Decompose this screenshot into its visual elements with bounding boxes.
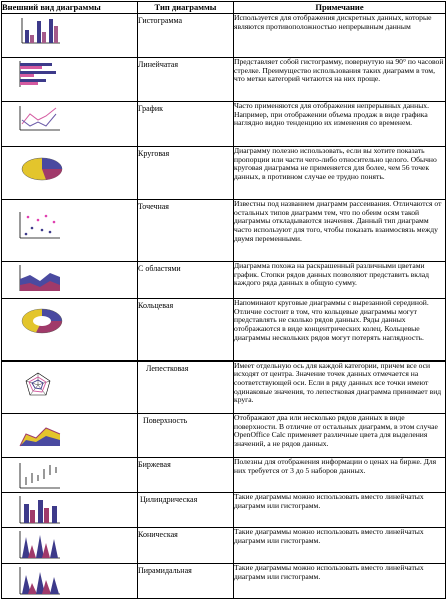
type-label: Кольцевая: [138, 301, 174, 310]
table-row: [2, 299, 446, 361]
header-view: Внешний вид диаграммы: [2, 2, 138, 14]
note-cell: Представляет собой гистограмму, повернутую на 90° по часовой стрелке. Преимущество использования таких диаграмм в том, что метки категорий читаются на них проще.: [234, 58, 446, 102]
note-cell: Диаграмма похожа на раскрашенный различными цветами график. Стопки рядов данных позволяют представить вклад каждого ряда данных в общую сумму.: [234, 262, 446, 299]
table-row: [2, 58, 446, 102]
type-label: Линейчатая: [138, 60, 179, 69]
thumbnail-cell: [2, 458, 138, 493]
note-cell: Полезны для отображения информации о ценах на бирже. Для них требуется от 3 до 5 наборов данных.: [234, 458, 446, 493]
header-row: [2, 2, 446, 14]
note-cell: Отображают два или несколько рядов данных в виде поверхности. В отличие от остальных диаграмм, в этом случае OpenOffice Calc применяет различные цвета для выделения значений, а не рядов данных.: [234, 414, 446, 458]
type-cell: [138, 414, 234, 458]
table-row: [2, 14, 446, 58]
thumbnail-cell: [2, 147, 138, 200]
type-label: Гистограмма: [138, 16, 182, 25]
type-cell: [138, 147, 234, 200]
note-cell: Известны под названием диаграмм рассеивания. Отличаются от остальных типов диаграмм тем, что по обеим осям такой диаграммы откладываются значения. Данный тип диаграмм часто используют для того, чтобы показать взаимосвязь между двумя переменными.: [234, 200, 446, 262]
table-row: [2, 528, 446, 564]
table-row: [2, 147, 446, 200]
donut-chart-icon: [16, 307, 68, 335]
thumbnail-cell: [2, 58, 138, 102]
scatter-plot-icon: [16, 212, 68, 240]
table-row: [2, 414, 446, 458]
note-cell: Напоминают круговые диаграммы с вырезанной серединой. Отличие состоит в том, что кольцевые диаграммы могут представлять не сколько рядов данных. Ряды данных отображаются в виде концентрических колец. Кольцевые диаграммы нескольких рядов могут потерять наглядность.: [234, 299, 446, 361]
type-cell: [138, 262, 234, 299]
table-row: [2, 262, 446, 299]
note-cell: Такие диаграммы можно использовать вместо линейчатых диаграмм или гистограмм.: [234, 493, 446, 528]
note-cell: Такие диаграммы можно использовать вместо линейчатых диаграмм или гистограмм.: [234, 564, 446, 599]
type-label: Биржевая: [138, 460, 171, 469]
type-label: Коническая: [138, 530, 178, 539]
type-label: Цилиндрическая: [140, 495, 198, 504]
note-cell: Такие диаграммы можно использовать вместо линейчатых диаграмм или гистограмм.: [234, 528, 446, 564]
type-cell: [138, 564, 234, 599]
type-cell: [138, 493, 234, 528]
histogram-chart-icon: [16, 16, 68, 44]
type-cell: [138, 528, 234, 564]
type-label: С областями: [138, 264, 181, 273]
type-cell: [138, 200, 234, 262]
type-cell: [138, 299, 234, 361]
stock-chart-icon: [16, 461, 68, 489]
type-label: График: [138, 104, 164, 113]
header-note: Примечание: [234, 2, 446, 14]
thumbnail-cell: [2, 14, 138, 58]
type-label: Круговая: [138, 149, 170, 158]
line-graph-icon: [16, 104, 68, 132]
note-cell: Используется для отображения дискретных данных, которые являются противоположностью непрерывным данным: [234, 14, 446, 58]
thumbnail-cell: [2, 493, 138, 528]
table-row: [2, 493, 446, 528]
type-cell: [138, 102, 234, 147]
type-cell: [138, 58, 234, 102]
thumbnail-cell: [2, 200, 138, 262]
type-label: Лепестковая: [146, 363, 189, 373]
thumbnail-cell: [2, 361, 138, 414]
table-row: [2, 200, 446, 262]
note-cell: Имеет отдельную ось для каждой категории, причем все оси исходят от центра. Значение точек данных отмечается на соответствующей оси. Если в ряду данных все точки имеют одинаковые значения, то лепестковая диаграмма принимает вид круга.: [234, 361, 446, 414]
thumbnail-cell: [2, 528, 138, 564]
cylinder-chart-icon: [16, 496, 68, 524]
type-cell: [138, 458, 234, 493]
thumbnail-cell: [2, 564, 138, 599]
table-row: [2, 361, 446, 414]
note-cell: Часто применяются для отображения непрерывных данных. Например, при отображении объема продаж в виде графика наглядно видно тенденцию их изменения со временем.: [234, 102, 446, 147]
type-label: Точечная: [138, 202, 169, 211]
chart-types-table: [1, 1, 446, 599]
type-cell: [138, 14, 234, 58]
pyramid-chart-icon: [16, 567, 68, 595]
area-chart-icon: [16, 265, 68, 293]
table-row: [2, 564, 446, 599]
table-row: [2, 102, 446, 147]
surface-chart-icon: [16, 420, 68, 448]
table-row: [2, 458, 446, 493]
thumbnail-cell: [2, 414, 138, 458]
radar-chart-icon: [16, 371, 68, 399]
thumbnail-cell: [2, 299, 138, 361]
type-label: Поверхность: [143, 416, 188, 425]
cone-chart-icon: [16, 531, 68, 559]
header-type: Тип диаграммы: [138, 2, 234, 14]
type-cell: [138, 361, 234, 414]
horizontal-bar-chart-icon: [16, 60, 68, 88]
note-cell: Диаграмму полезно использовать, если вы хотите показать пропорции или части чего-либо относительно целого. Обычно круговая диаграмма не применяется для более, чем 56 точек данных, в противном случае ее трудно понять.: [234, 147, 446, 200]
pie-chart-icon: [16, 153, 68, 181]
thumbnail-cell: [2, 102, 138, 147]
type-label: Пирамидальная: [138, 566, 192, 575]
thumbnail-cell: [2, 262, 138, 299]
